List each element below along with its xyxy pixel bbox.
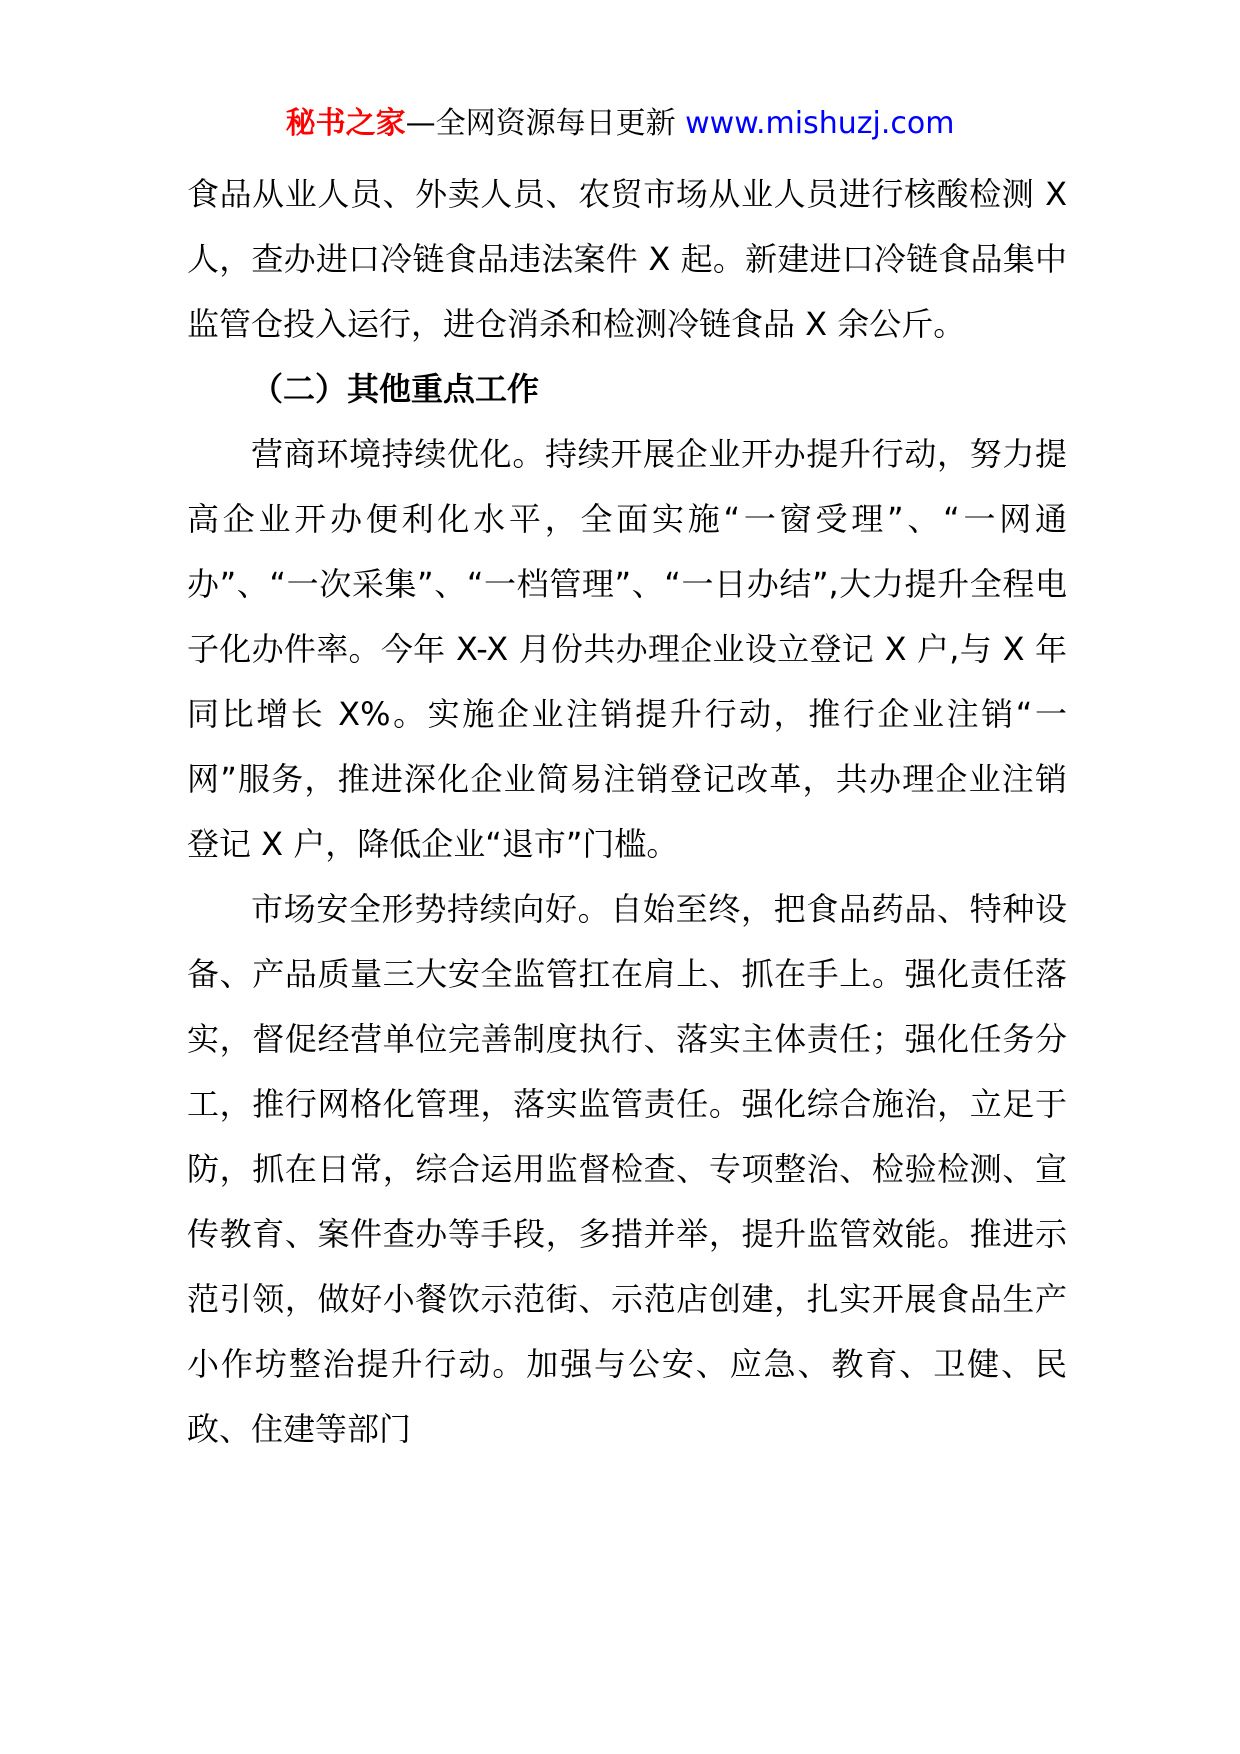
site-tagline: —全网资源每日更新 bbox=[405, 106, 686, 141]
paragraph-continued: 食品从业人员、外卖人员、农贸市场从业人员进行核酸检测 X 人，查办进口冷链食品违法案件 X 起。新建进口冷链食品集中监管仓投入运行，进仓消杀和检测冷链食品 X 余公斤。 bbox=[187, 175, 1067, 343]
site-header bbox=[0, 102, 1240, 146]
section-heading: （二）其他重点工作 bbox=[251, 370, 540, 408]
site-brand: 秘书之家 bbox=[285, 106, 406, 141]
site-url-link[interactable]: www.mishuzj.com bbox=[685, 106, 955, 141]
document-body bbox=[187, 162, 1067, 1462]
paragraph-business-environment: 营商环境持续优化。持续开展企业开办提升行动，努力提高企业开办便利化水平，全面实施“一窗受理”、“一网通办”、“一次采集”、“一档管理”、“一日办结”,大力提升全程电子化办件率。今年 X-X 月份共办理企业设立登记 X 户,与 X 年同比增长 X%。实施企业注销提升行动，推行企业注销“一网”服务，推进深化企业简易注销登记改革，共办理企业注销登记 X 户，降低企业“退市”门槛。 bbox=[187, 435, 1067, 863]
paragraph-market-safety: 市场安全形势持续向好。自始至终，把食品药品、特种设备、产品质量三大安全监管扛在肩上、抓在手上。强化责任落实，督促经营单位完善制度执行、落实主体责任；强化任务分工，推行网格化管理，落实监管责任。强化综合施治，立足于防，抓在日常，综合运用监督检查、专项整治、检验检测、宣传教育、案件查办等手段，多措并举，提升监管效能。推进示范引领，做好小餐饮示范街、示范店创建，扎实开展食品生产小作坊整治提升行动。加强与公安、应急、教育、卫健、民政、住建等部门 bbox=[187, 890, 1067, 1448]
